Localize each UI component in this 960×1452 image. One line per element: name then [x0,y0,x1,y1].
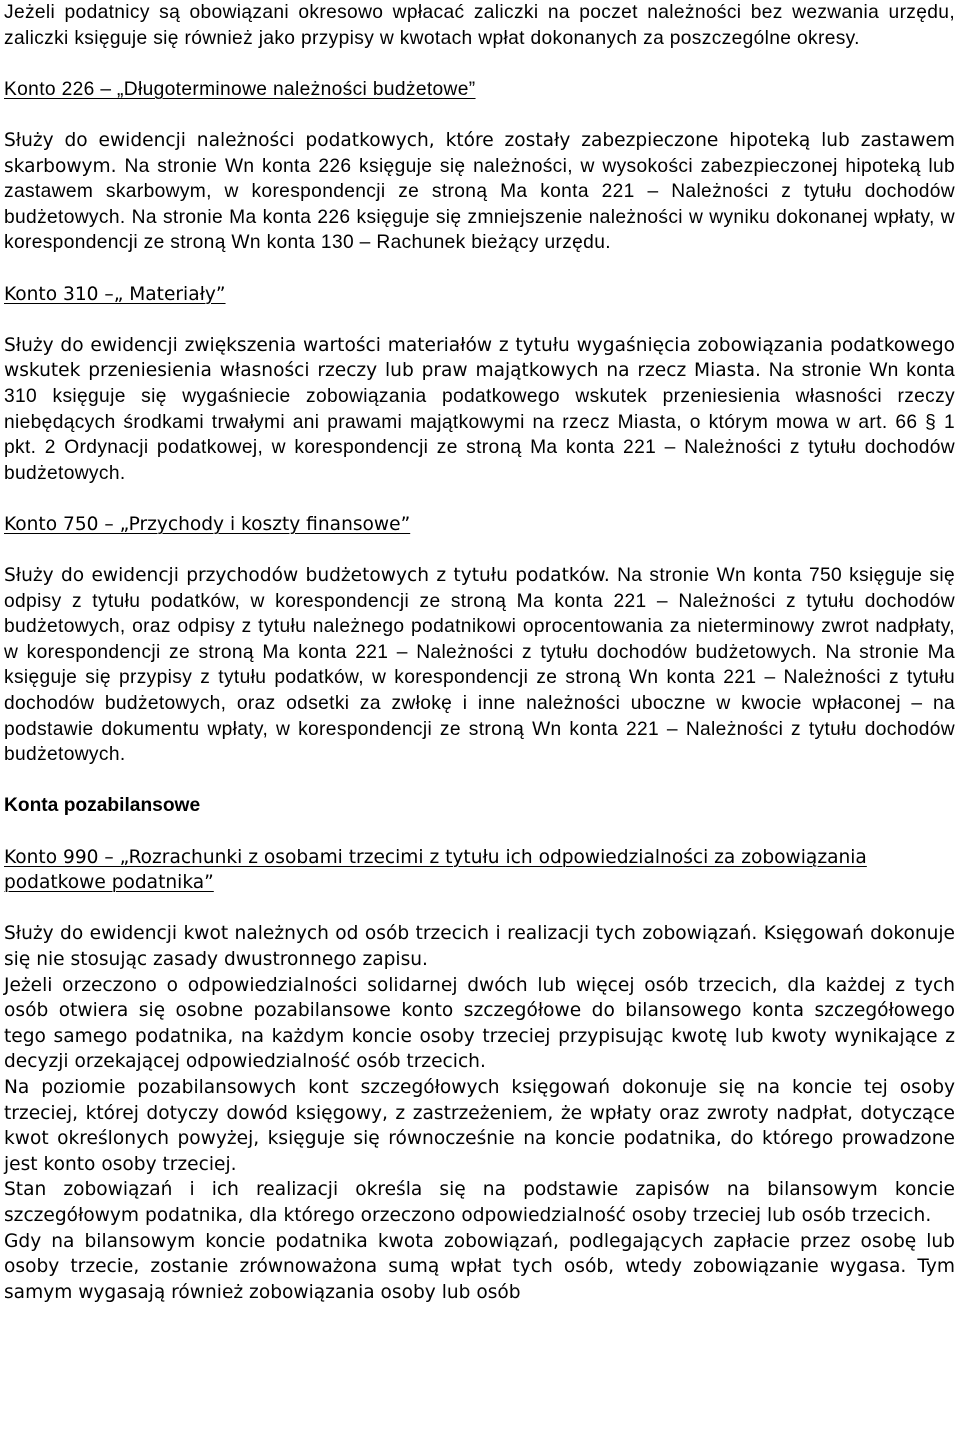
konto-226-text-c: Na stronie Ma konta 226 księguje się zmniejszenie należności w wyniku dokonanej wpłaty, w korespondencji ze stroną Wn konta 130 – Rachunek bieżący urzędu. [4,206,955,254]
spacer [4,537,955,563]
konto-990-paragraph-4 [4,1177,955,1228]
konto-990-heading [4,845,955,896]
konto-226-text-b: Na stronie Wn konta 226 księguje się należności, w wysokości zabezpieczonej hipoteką lub zastawem skarbowym, w korespondencji ze stroną Ma konta 221 – Należności z tytułu dochodów budżetowych. [4,155,955,228]
konto-226-paragraph [4,128,955,256]
spacer [4,819,955,845]
konto-750-text-c: Na stronie Ma księguje się przypisy z tytułu podatków, w korespondencji ze stroną Wn konta 221 – Należności z tytułu dochodów budżetowych, oraz odsetki za zwłokę i inne należności uboczne w kwocie wpłaconej – na podstawie dokumentu wpłaty, w korespondencji ze stroną Wn konta 221 – Należności z tytułu dochodów budżetowych. [4,641,955,766]
intro-paragraph [4,0,955,51]
konto-990-text-a: Służy do ewidencji kwot należnych od osób trzecich i realizacji tych zobowiązań. Księgowań dokonuje się nie stosując zasady dwustronnego zapisu. [4,923,955,970]
konto-990-paragraph-2 [4,973,955,1075]
spacer [4,486,955,512]
konto-310-text-a: Służy do ewidencji zwiększenia wartości materiałów z tytułu wygaśnięcia zobowiązania podatkowego wskutek przeniesienia własności rzeczy lub praw majątkowych na rzecz Miasta. [4,334,955,382]
spacer [4,307,955,333]
konto-310-heading [4,282,955,308]
konto-990-text-c: Na poziomie pozabilansowych kont szczegółowych księgowań dokonuje się na koncie tej osoby trzeciej, której dotyczy dowód księgowy, z zastrzeżeniem, że wpłaty oraz zwroty nadpłat, dotyczące kwot określonych powyżej, księguje się równocześnie na koncie podatnika, do którego prowadzone jest konto osoby trzeciej. [4,1076,955,1175]
konto-226-heading [4,77,955,103]
spacer [4,102,955,128]
konto-750-heading-text: Konto 750 – „Przychody i koszty finansowe” [4,513,411,535]
konta-pozabilansowe-heading [4,793,955,819]
konto-990-paragraph-5 [4,1229,955,1306]
konto-990-text-b: Jeżeli orzeczono o odpowiedzialności solidarnej dwóch lub więcej osób trzecich, dla każdej z tych osób otwiera się osobne pozabilansowe konto szczegółowe do bilansowego konta szczegółowego tego samego podatnika, na każdym koncie osoby trzeciej przypisując kwotę lub kwoty wynikające z decyzji orzekającej odpowiedzialność osób trzecich. [4,974,955,1073]
konto-310-text-b: Na stronie Wn konta 310 księguje się wygaśniecie zobowiązania podatkowego wskutek przeniesienia własności rzeczy niebędących środkami trwałymi ani prawami majątkowymi na rzecz Miasta, o którym mowa w art. 66 § 1 pkt. 2 Ordynacji podatkowej, w korespondencji ze stroną Ma konta 221 – Należności z tytułu dochodów budżetowych. [4,360,955,484]
konto-990-text-e: Gdy na bilansowym koncie podatnika kwota zobowiązań, podlegających zapłacie przez osobę lub osoby trzecie, zostanie zrównoważona sumą wpłat tych osób, wtedy zobowiązanie wygasa. Tym samym wygasają również zobowiązania osoby lub osób [4,1230,955,1303]
konto-310-paragraph [4,333,955,487]
spacer [4,896,955,922]
spacer [4,768,955,794]
konto-750-paragraph [4,563,955,768]
konto-310-heading-text: Konto 310 –„ Materiały” [4,283,226,305]
spacer [4,256,955,282]
konto-750-text-a: Służy do ewidencji przychodów budżetowych z tytułu podatków. [4,565,618,587]
konto-750-heading [4,512,955,538]
konto-990-paragraph-1 [4,921,955,972]
konta-pozabilansowe-heading-text: Konta pozabilansowe [4,795,201,817]
intro-text: Jeżeli podatnicy są obowiązani okresowo wpłacać zaliczki na poczet należności bez wezwania urzędu, zaliczki księguje się również jako przypisy w kwotach wpłat dokonanych za poszczególne okresy. [4,2,955,49]
konto-226-text-a: Służy do ewidencji należności podatkowych, które zostały zabezpieczone hipoteką lub zastawem skarbowym. [4,129,955,177]
konto-990-text-d: Stan zobowiązań i ich realizacji określa się na podstawie zapisów na bilansowym koncie szczegółowym podatnika, dla którego orzeczono odpowiedzialność osoby trzeciej lub osób trzecich. [4,1179,955,1226]
spacer [4,51,955,77]
konto-990-heading-text: Konto 990 – „Rozrachunki z osobami trzecimi z tytułu ich odpowiedzialności za zobowiązania podatkowe podatnika” [4,846,867,894]
konto-990-paragraph-3 [4,1075,955,1177]
konto-750-text-b: Na stronie Wn konta 750 księguje się odpisy z tytułu podatków, w korespondencji ze stroną Ma konta 221 – Należności z tytułu dochodów budżetowych, oraz odpisy z tytułu należnego podatnikowi oprocentowania za nieterminowy zwrot nadpłaty, w korespondencji ze stroną Ma konta 221 – Należności z tytułu dochodów budżetowych. [4,565,955,663]
konto-226-heading-text: Konto 226 – „Długoterminowe należności budżetowe” [4,78,476,100]
